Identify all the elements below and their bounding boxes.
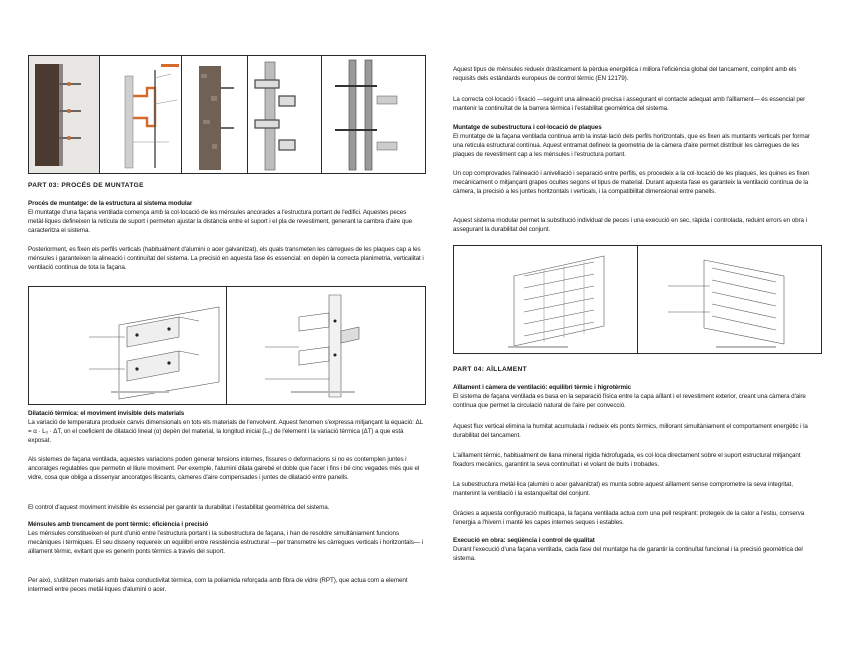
figure-divider — [181, 56, 182, 173]
heading-montage-process: Procés de muntatge: de la estructura al sistema modular — [28, 200, 193, 207]
figure-divider — [247, 56, 248, 173]
figure-divider — [99, 56, 100, 173]
heading-thermal-expansion: Dilatació tèrmica: el moviment invisible dels materials — [28, 410, 185, 417]
paragraph-thermal-bridge-brackets: Les ménsules constitueixen el punt d'unió entre l'estructura portant i la subestructura de façana, i han de resoldre simultàniament funcions mecàniques i tèrmiques. El seu disseny requereix un equilibri entre resistència estructural —per transmetre les càrregues verticals i horitzontals— i aïllament tèrmic, evitant que es generin ponts tèrmics a través del suport. — [28, 529, 423, 555]
figure-bracket-details — [28, 286, 426, 405]
bracket-details-drawing — [29, 287, 425, 404]
paragraph-invisible-movement: El control d'aquest moviment invisible és essencial per garantir la durabilitat i l'estabilitat geomètrica del sistema. — [28, 504, 330, 511]
paragraph-low-conductivity: Per aixó, s'utilitzen materials amb baixa conductivitat tèrmica, com la poliamida reforçada amb fibra de vidre (RPT), que actua com a element intermedi entre peces metàl·liques d'alumini o acer. — [28, 577, 408, 593]
figure-divider — [321, 56, 322, 173]
paragraph-panel-fixing: Un cop comprovades l'alineació i anivellació i separació entre perfils, es procedeix a la col·locació de les plaques, les quines es fixen mecànicament o mitjançant grapes ocultes segons el tipus de material. Durant aquesta fase es garanteix la ventilació contínua de la càmera, la precisió a les juntes horitzontals i verticals, i la compatibilitat dimensional entre panells. — [453, 170, 810, 195]
paragraph-mineral-wool: L'aïllament tèrmic, habitualment de llana mineral rígida hidrofugada, es col·loca directament sobre el suport estructural mitjançant fixadors mecànics, garantint la seva continuïtat i el volant de buits i trobades. — [453, 452, 801, 468]
paragraph-vertical-flow: Aquest flux vertical elimina la humitat acumulada i redueix els ponts tèrmics, millorant simultàniament el comportament energètic i la durabilitat del tancament. — [453, 423, 808, 439]
paragraph-subframe-assembly: El muntatge de la façana ventilada continua amb la instal·lació dels perfils horitzontals, que es fixen als muntants verticals per formar una retícula estructural contínua. Aquest entramat defineix la geometria de la càmera d'aire permet distribuir les càrregues de les plaques de revestiment cap a les ménsules i l'estructura portant. — [453, 132, 810, 158]
paragraph-bracket-efficiency: Aquest tipus de ménsules redueix dràsticament la pèrdua energètica i millora l'eficiència global del tancament, complint amb els requisits dels estàndards europeus de control tèrmic (EN 12179). — [453, 66, 797, 82]
paragraph-breathing-skin: Gràcies a aquesta configuració multicapa, la façana ventilada actua com una pell respirant: protegeix de la calor a l'estiu, conserva l'energia a l'hivern i manté les capes internes seques i estables. — [453, 510, 805, 526]
paragraph-thermal-expansion: La variació de temperatura produeix canvis dimensionals en tots els materials de l'envolvent. Aquest fenomen s'expressa mitjançant la equació: ΔL = α · L₀ · ΔT, on el coeficient de dilatació lineal (α) depèn del material, la longitud inicial (L₀) de l'element i la variació tèrmica (ΔT) a que està exposat. — [28, 418, 423, 444]
paragraph-metal-subframe: La subestructura metàl·lica (alumini o acer galvanitzat) es munta sobre aquest aïllament sense comprometre la seva integritat, mantenint la ventilació i la estanqueïtat del conjunt. — [453, 481, 793, 497]
figure-montage-sequence — [28, 55, 426, 174]
figure-divider — [226, 287, 227, 404]
paragraph-vertical-profiles: Posteriorment, es fixen els perfils verticals (habitualment d'alumini o acer galvanitzat), els quals transmeten les càrregues de les plaques cap a les ménsules i garanteixen la alineació i continuïtat del sistema. La precisió en aquesta fase és essencial: en depèn la correcta planimetria, verticalitat i ventilació contínua de tota la façana. — [28, 246, 424, 271]
figure-divider — [637, 246, 638, 353]
paragraph-expansion-joints: Als sistemes de façana ventilada, aquestes variacions poden generar tensions internes, fissures o deformacions si no es contemplen juntes i ancoratges regulables que permetin el lliure moviment. Per exemple, l'alumini dilata gairebé el doble que l'acer i fins i bé cinc vegades més que el vidre, cosa que obliga a dissenyar ancoratges lliscants, càmeres d'aire compensades i juntes de dilatació entre panells. — [28, 456, 420, 481]
paragraph-site-execution: Durant l'execució d'una façana ventilada, cada fase del muntatge ha de garantir la continuïtat funcional i la precisió geomètrica del sistema. — [453, 545, 803, 562]
paragraph-placement: La correcta col·locació i fixació —seguint una alineació precisa i assegurant el contacte adequat amb l'aïllament— és essencial per mantenir la continuïtat de la barrera tèrmica i l'estabilitat geomètrica del sistema. — [453, 96, 806, 112]
section-title-part-04: PART 04: AÏLLAMENT — [453, 366, 527, 373]
heading-site-execution: Execució en obra: seqüència i control de qualitat — [453, 537, 595, 544]
figure-subframe-grid — [453, 245, 822, 354]
paragraph-insulation-chamber: El sistema de façana ventilada es basa en la separació física entre la capa aïllant i el revestiment exterior, creant una càmera d'aire contínua que permet la circulació natural de l'aire per convecció. — [453, 392, 806, 409]
section-title-part-03: PART 03: PROCÉS DE MUNTATGE — [28, 182, 144, 189]
heading-insulation-chamber: Aïllament i càmera de ventilació: equilibri tèrmic i higrotèrmic — [453, 384, 632, 391]
montage-sequence-drawing — [29, 56, 425, 173]
paragraph-modular-system: Aquest sistema modular permet la substitució individual de peces i una execució en sec, ràpida i controlada, reduint errors en obra i assegurant la durabilitat del conjunt. — [453, 217, 807, 233]
heading-thermal-bridge-brackets: Ménsules amb trencament de pont tèrmic: eficiència i precisió — [28, 521, 209, 528]
paragraph-montage-process: El muntatge d'una façana ventilada comença amb la col·locació de les ménsules ancorades a l'estructura portant de l'edifici. Aquestes peces metàl·liques defineixen la retícula de suport i permeten ajustar la distància entre el suport i el pla de revestiment, generant la cambra d'aire que caracteritza el sistema. — [28, 208, 413, 234]
heading-subframe-assembly: Muntatge de subestructura i col·locació de plaques — [453, 124, 602, 131]
